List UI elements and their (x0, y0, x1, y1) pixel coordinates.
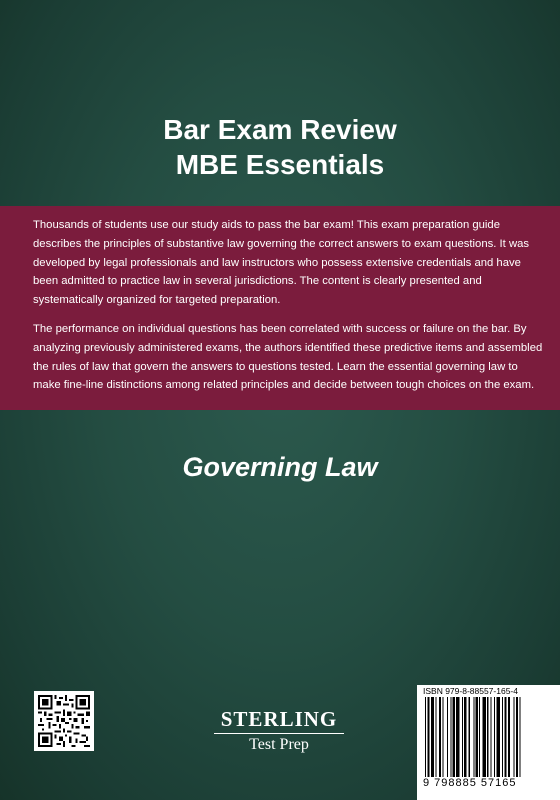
book-title (0, 112, 560, 182)
barcode-bar (516, 697, 518, 777)
barcode-bar (476, 697, 478, 777)
barcode-bar (494, 697, 495, 777)
qr-code-icon (38, 695, 90, 747)
barcode-bar (473, 697, 474, 777)
barcode-bar (479, 697, 480, 777)
barcode-bar (464, 697, 466, 777)
barcode-bar (462, 697, 463, 777)
barcode-bar (483, 697, 486, 777)
barcode-bar (435, 697, 436, 777)
barcode-bar (469, 697, 470, 777)
barcode-bar (519, 697, 520, 777)
publisher-name: STERLING (220, 707, 338, 731)
barcode-bar (431, 697, 434, 777)
barcode-bar (504, 697, 506, 777)
book-subtitle: Governing Law (182, 452, 378, 482)
isbn-barcode-box (417, 685, 560, 800)
barcode-digits: 9 798885 57165 (423, 777, 517, 789)
barcode-bar (491, 697, 492, 777)
barcode-icon (423, 697, 560, 777)
barcode-bar (447, 697, 448, 777)
description-paragraph-2: The performance on individual questions has been correlated with success or failure on the bar. By analyzing previously administered exams, the authors identified these predictive items and assembled the rules of law that govern the answers to questions tested. Learn the essential governing law to make fine-line distinctions among related principles and decide between tough choices on the exam. (33, 322, 543, 392)
description-paragraph-1: Thousands of students use our study aids to pass the bar exam! This exam preparation guide describes the principles of substantive law governing the correct answers to exam questions. It was developed by legal professionals and law instructors who possess extensive credentials and have been admitted to practice law in several jurisdictions. The content is clearly presented and systematically organized for targeted preparation. (33, 219, 530, 307)
barcode-bar (442, 697, 443, 777)
barcode-bar (514, 697, 515, 777)
barcode-bar (502, 697, 503, 777)
barcode-bar (456, 697, 459, 777)
title-line-2: MBE Essentials (175, 149, 385, 180)
barcode-bar (496, 697, 499, 777)
title-line-1: Bar Exam Review (163, 114, 397, 145)
barcode-bar (450, 697, 451, 777)
barcode-bar (427, 697, 429, 777)
publisher-tagline: Test Prep (249, 736, 309, 753)
isbn-label: ISBN 979-8-88557-165-4 (423, 686, 518, 696)
barcode-bar (508, 697, 510, 777)
barcode-bar (439, 697, 441, 777)
qr-code (34, 691, 94, 751)
barcode-bar (487, 697, 488, 777)
publisher-divider (214, 733, 344, 734)
barcode-bar (453, 697, 455, 777)
description-band (0, 206, 560, 410)
barcode-bar (425, 697, 426, 777)
publisher-logo (208, 708, 350, 753)
